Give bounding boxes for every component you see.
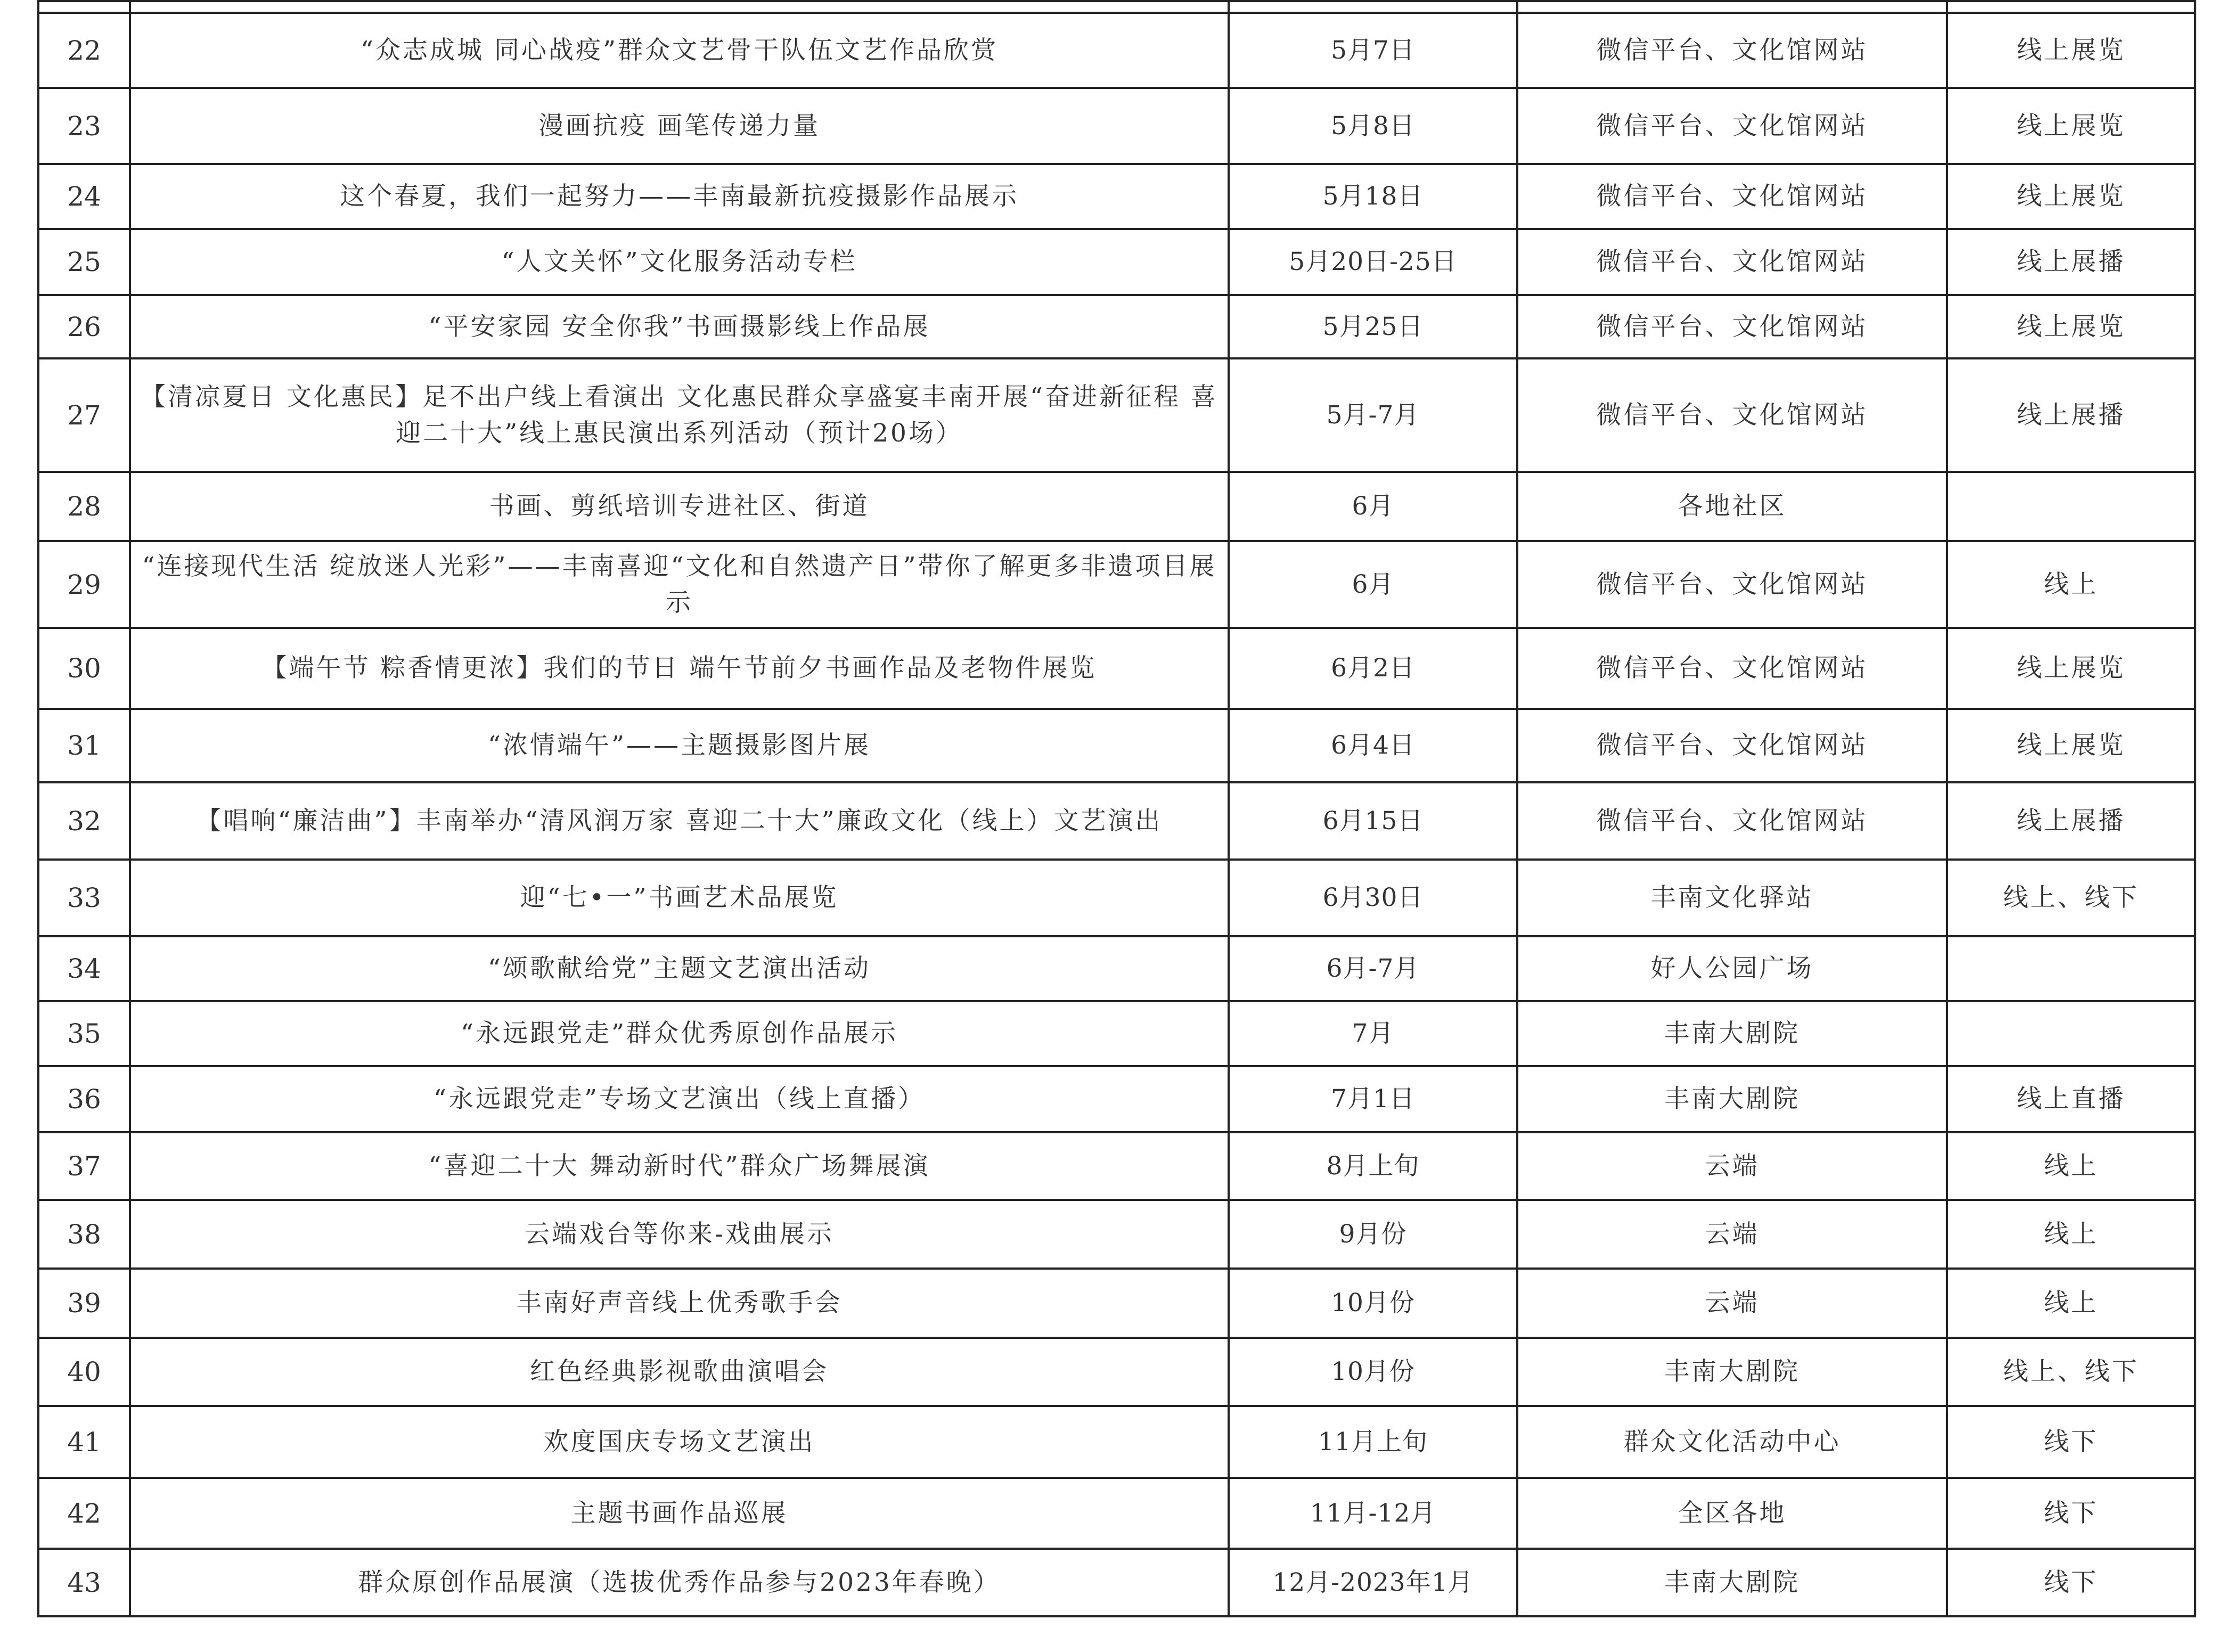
row-number: 25 xyxy=(38,229,130,295)
table-row xyxy=(38,628,2195,709)
activity-title: 云端戏台等你来-戏曲展示 xyxy=(130,1200,1229,1269)
activity-venue: 丰南大剧院 xyxy=(1517,1549,1947,1616)
row-number: 33 xyxy=(38,860,130,936)
activity-title: “平安家园 安全你我”书画摄影线上作品展 xyxy=(130,295,1229,358)
activity-form: 线下 xyxy=(1947,1406,2195,1478)
table-row xyxy=(38,164,2195,229)
row-number: 40 xyxy=(38,1338,130,1406)
activity-venue: 微信平台、文化馆网站 xyxy=(1517,164,1947,229)
activity-venue: 全区各地 xyxy=(1517,1478,1947,1549)
table-row-partial-top xyxy=(38,1,2195,13)
table-row xyxy=(38,1269,2195,1338)
activity-title: “喜迎二十大 舞动新时代”群众广场舞展演 xyxy=(130,1132,1229,1200)
activity-form: 线上 xyxy=(1947,1200,2195,1269)
activity-form: 线上 xyxy=(1947,1269,2195,1338)
activity-date: 5月18日 xyxy=(1229,164,1517,229)
table-row xyxy=(38,936,2195,1001)
activity-title: “人文关怀”文化服务活动专栏 xyxy=(130,229,1229,295)
table-row xyxy=(38,472,2195,541)
activity-title: “连接现代生活 绽放迷人光彩”——丰南喜迎“文化和自然遗产日”带你了解更多非遗项目展示 xyxy=(130,541,1229,628)
activity-form: 线上展览 xyxy=(1947,628,2195,709)
row-number: 38 xyxy=(38,1200,130,1269)
activity-form: 线上展播 xyxy=(1947,229,2195,295)
table-row xyxy=(38,1200,2195,1269)
activity-venue: 丰南大剧院 xyxy=(1517,1066,1947,1132)
activity-venue: 云端 xyxy=(1517,1200,1947,1269)
activity-venue: 群众文化活动中心 xyxy=(1517,1406,1947,1478)
row-number: 22 xyxy=(38,13,130,88)
activity-form: 线上展览 xyxy=(1947,295,2195,358)
activity-venue: 丰南大剧院 xyxy=(1517,1338,1947,1406)
activity-venue: 微信平台、文化馆网站 xyxy=(1517,295,1947,358)
activity-title: “永远跟党走”专场文艺演出（线上直播） xyxy=(130,1066,1229,1132)
activity-form: 线上展览 xyxy=(1947,13,2195,88)
activity-venue: 云端 xyxy=(1517,1269,1947,1338)
activity-title: 欢度国庆专场文艺演出 xyxy=(130,1406,1229,1478)
activity-title: 主题书画作品巡展 xyxy=(130,1478,1229,1549)
activity-title: 群众原创作品展演（选拔优秀作品参与2023年春晚） xyxy=(130,1549,1229,1616)
activity-date: 9月份 xyxy=(1229,1200,1517,1269)
activity-title: “众志成城 同心战疫”群众文艺骨干队伍文艺作品欣赏 xyxy=(130,13,1229,88)
activity-date: 5月-7月 xyxy=(1229,358,1517,472)
row-number: 36 xyxy=(38,1066,130,1132)
activity-date: 5月25日 xyxy=(1229,295,1517,358)
table-row xyxy=(38,358,2195,472)
table-row xyxy=(38,1549,2195,1616)
activity-venue: 微信平台、文化馆网站 xyxy=(1517,358,1947,472)
activity-form: 线上展览 xyxy=(1947,88,2195,164)
row-number: 24 xyxy=(38,164,130,229)
activity-form xyxy=(1947,936,2195,1001)
activity-title: “浓情端午”——主题摄影图片展 xyxy=(130,709,1229,782)
activity-date: 6月2日 xyxy=(1229,628,1517,709)
activity-date: 5月20日-25日 xyxy=(1229,229,1517,295)
activity-date: 6月-7月 xyxy=(1229,936,1517,1001)
row-number: 29 xyxy=(38,541,130,628)
activity-date: 6月15日 xyxy=(1229,782,1517,860)
activity-form: 线上展览 xyxy=(1947,164,2195,229)
row-number: 43 xyxy=(38,1549,130,1616)
row-number: 42 xyxy=(38,1478,130,1549)
row-number: 31 xyxy=(38,709,130,782)
activity-form: 线上展播 xyxy=(1947,782,2195,860)
activity-venue: 丰南大剧院 xyxy=(1517,1001,1947,1066)
activity-date: 6月 xyxy=(1229,541,1517,628)
row-number: 27 xyxy=(38,358,130,472)
activity-date: 10月份 xyxy=(1229,1269,1517,1338)
table-row xyxy=(38,295,2195,358)
activity-form: 线下 xyxy=(1947,1478,2195,1549)
table-row xyxy=(38,1338,2195,1406)
activity-form: 线上展播 xyxy=(1947,358,2195,472)
activity-venue: 微信平台、文化馆网站 xyxy=(1517,229,1947,295)
activity-form: 线上展览 xyxy=(1947,709,2195,782)
activity-date: 6月4日 xyxy=(1229,709,1517,782)
activity-date: 7月1日 xyxy=(1229,1066,1517,1132)
activity-venue: 云端 xyxy=(1517,1132,1947,1200)
activity-title: 迎“七•一”书画艺术品展览 xyxy=(130,860,1229,936)
activity-title: 【端午节 粽香情更浓】我们的节日 端午节前夕书画作品及老物件展览 xyxy=(130,628,1229,709)
activity-date: 11月上旬 xyxy=(1229,1406,1517,1478)
activity-date: 11月-12月 xyxy=(1229,1478,1517,1549)
row-number: 26 xyxy=(38,295,130,358)
activity-venue: 各地社区 xyxy=(1517,472,1947,541)
activity-title: 【清凉夏日 文化惠民】足不出户线上看演出 文化惠民群众享盛宴丰南开展“奋进新征程 喜迎二十大”线上惠民演出系列活动（预计20场） xyxy=(130,358,1229,472)
activity-schedule-table xyxy=(37,0,2196,1617)
table-row xyxy=(38,782,2195,860)
table-row xyxy=(38,1478,2195,1549)
activity-title: 这个春夏，我们一起努力——丰南最新抗疫摄影作品展示 xyxy=(130,164,1229,229)
activity-title: 红色经典影视歌曲演唱会 xyxy=(130,1338,1229,1406)
activity-date: 8月上旬 xyxy=(1229,1132,1517,1200)
activity-date: 12月-2023年1月 xyxy=(1229,1549,1517,1616)
activity-venue: 微信平台、文化馆网站 xyxy=(1517,709,1947,782)
table-row xyxy=(38,860,2195,936)
activity-date: 10月份 xyxy=(1229,1338,1517,1406)
activity-venue: 微信平台、文化馆网站 xyxy=(1517,782,1947,860)
activity-form: 线上 xyxy=(1947,541,2195,628)
table-row xyxy=(38,1001,2195,1066)
activity-date: 7月 xyxy=(1229,1001,1517,1066)
activity-date: 5月7日 xyxy=(1229,13,1517,88)
row-number: 30 xyxy=(38,628,130,709)
activity-venue: 微信平台、文化馆网站 xyxy=(1517,541,1947,628)
activity-title: 【唱响“廉洁曲”】丰南举办“清风润万家 喜迎二十大”廉政文化（线上）文艺演出 xyxy=(130,782,1229,860)
table-row xyxy=(38,709,2195,782)
table-row xyxy=(38,1406,2195,1478)
table-row xyxy=(38,88,2195,164)
row-number: 37 xyxy=(38,1132,130,1200)
activity-form: 线上直播 xyxy=(1947,1066,2195,1132)
activity-form: 线上 xyxy=(1947,1132,2195,1200)
row-number: 35 xyxy=(38,1001,130,1066)
table-row xyxy=(38,229,2195,295)
activity-form xyxy=(1947,1001,2195,1066)
activity-title: 书画、剪纸培训专进社区、街道 xyxy=(130,472,1229,541)
activity-date: 5月8日 xyxy=(1229,88,1517,164)
row-number: 28 xyxy=(38,472,130,541)
activity-form: 线下 xyxy=(1947,1549,2195,1616)
activity-form: 线上、线下 xyxy=(1947,860,2195,936)
table-row xyxy=(38,13,2195,88)
activity-date: 6月 xyxy=(1229,472,1517,541)
activity-venue: 好人公园广场 xyxy=(1517,936,1947,1001)
row-number: 23 xyxy=(38,88,130,164)
activity-venue: 丰南文化驿站 xyxy=(1517,860,1947,936)
activity-form: 线上、线下 xyxy=(1947,1338,2195,1406)
activity-title: 漫画抗疫 画笔传递力量 xyxy=(130,88,1229,164)
row-number: 39 xyxy=(38,1269,130,1338)
table-row xyxy=(38,1132,2195,1200)
activity-venue: 微信平台、文化馆网站 xyxy=(1517,628,1947,709)
activity-title: 丰南好声音线上优秀歌手会 xyxy=(130,1269,1229,1338)
activity-venue: 微信平台、文化馆网站 xyxy=(1517,13,1947,88)
row-number: 34 xyxy=(38,936,130,1001)
table-row xyxy=(38,1066,2195,1132)
row-number: 32 xyxy=(38,782,130,860)
activity-venue: 微信平台、文化馆网站 xyxy=(1517,88,1947,164)
activity-title: “永远跟党走”群众优秀原创作品展示 xyxy=(130,1001,1229,1066)
activity-form xyxy=(1947,472,2195,541)
activity-title: “颂歌献给党”主题文艺演出活动 xyxy=(130,936,1229,1001)
activity-date: 6月30日 xyxy=(1229,860,1517,936)
table-row xyxy=(38,541,2195,628)
row-number: 41 xyxy=(38,1406,130,1478)
